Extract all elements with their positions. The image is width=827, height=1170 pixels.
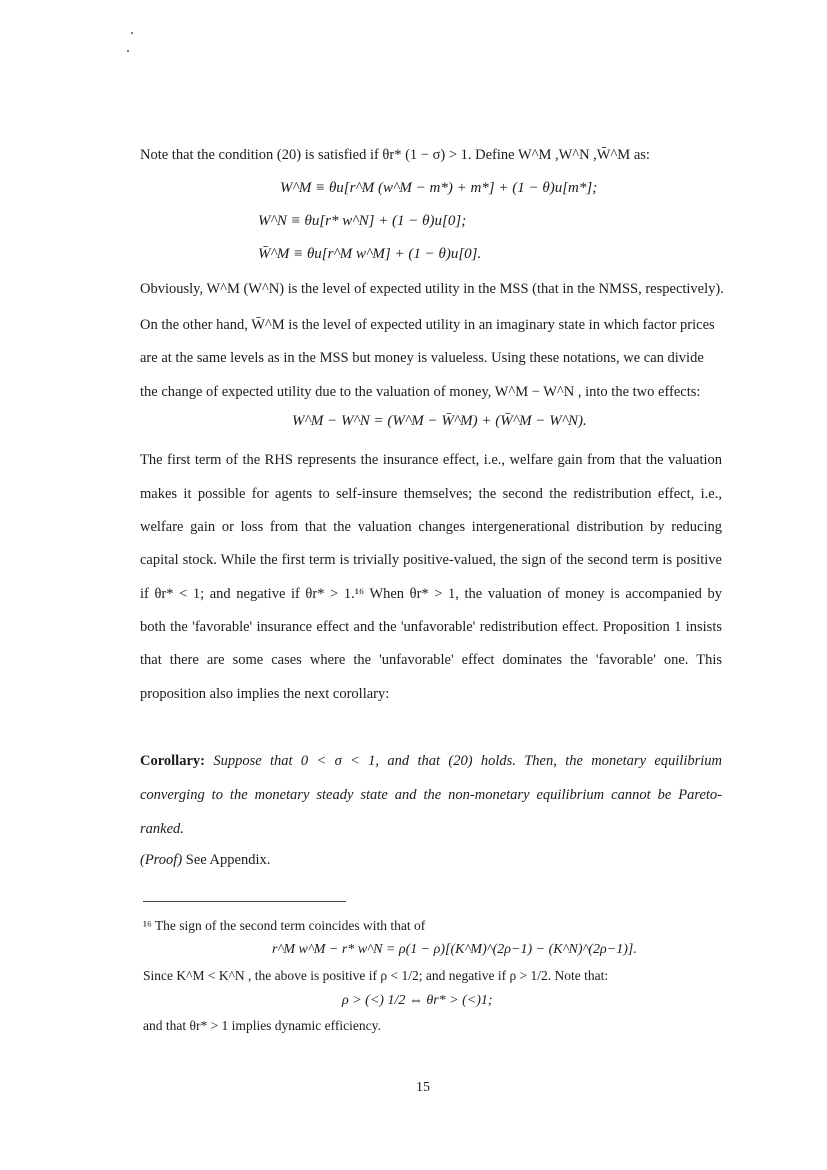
paragraph-line: both the 'favorable' insurance effect and the 'unfavorable' redistribution effect. Proposition 1 insists xyxy=(140,619,722,635)
footnote-equation: r^M w^M − r* w^N = ρ(1 − ρ)[(K^M)^(2ρ−1) − (K^N)^(2ρ−1)]. xyxy=(272,942,637,957)
footnote-line: Since K^M < K^N , the above is positive if ρ < 1/2; and negative if ρ > 1/2. Note that: xyxy=(143,968,609,983)
equation-wm: W^M ≡ θu[r^M (w^M − m*) + m*] + (1 − θ)u[m*]; xyxy=(280,180,598,196)
intro-line: Note that the condition (20) is satisfied if θr* (1 − σ) > 1. Define W^M ,W^N ,W̄^M as: xyxy=(140,147,650,163)
corollary-text: Suppose that 0 < σ < 1, and that (20) holds. Then, the monetary equilibrium xyxy=(213,753,723,769)
corollary-text: converging to the monetary steady state and the non-monetary equilibrium cannot be Pareto- xyxy=(140,787,722,803)
paragraph-line: if θr* < 1; and negative if θr* > 1.¹⁶ When θr* > 1, the valuation of money is accompanied by xyxy=(140,586,722,602)
paragraph-line: proposition also implies the next corollary: xyxy=(140,686,390,702)
paragraph-line: welfare gain or loss from that the valuation changes intergenerational distribution by reducing xyxy=(140,519,722,535)
proof-text: See Appendix. xyxy=(185,852,271,868)
scan-speck xyxy=(127,50,129,52)
paragraph-line: makes it possible for agents to self-insure themselves; the second the redistribution effect, i.e., xyxy=(140,486,722,502)
equation-decomposition: W^M − W^N = (W^M − W̄^M) + (W̄^M − W^N). xyxy=(292,413,587,429)
corollary-label: Corollary: xyxy=(140,753,205,769)
paragraph-line: are at the same levels as in the MSS but money is valueless. Using these notations, we can divide xyxy=(140,350,704,366)
equation-wn: W^N ≡ θu[r* w^N] + (1 − θ)u[0]; xyxy=(258,213,467,229)
corollary-text: ranked. xyxy=(140,821,184,837)
proof-line xyxy=(140,852,270,869)
paragraph-line: Obviously, W^M (W^N) is the level of expected utility in the MSS (that in the NMSS, respectively). xyxy=(140,281,724,297)
scan-speck xyxy=(131,32,133,34)
paragraph-line: The first term of the RHS represents the insurance effect, i.e., welfare gain from that the valuation xyxy=(140,452,722,468)
page-number: 15 xyxy=(416,1080,430,1095)
paragraph-line: On the other hand, W̄^M is the level of expected utility in an imaginary state in which factor prices xyxy=(140,317,715,333)
equation-wbar-m: W̄^M ≡ θu[r^M w^M] + (1 − θ)u[0]. xyxy=(258,246,482,262)
corollary-first-line xyxy=(140,753,722,770)
footnote-rule xyxy=(143,901,346,902)
footnote-line: and that θr* > 1 implies dynamic efficiency. xyxy=(143,1018,381,1033)
footnote-line: ¹⁶ The sign of the second term coincides with that of xyxy=(143,918,426,933)
paragraph-line: the change of expected utility due to the valuation of money, W^M − W^N , into the two effects: xyxy=(140,384,701,400)
footnote-equation: ρ > (<) 1/2 ⇔ θr* > (<)1; xyxy=(342,993,493,1008)
paragraph-line: that there are some cases where the 'unfavorable' effect dominates the 'favorable' one. This xyxy=(140,652,722,668)
proof-label: (Proof) xyxy=(140,852,183,868)
paragraph-line: capital stock. While the first term is trivially positive-valued, the sign of the second term is positive xyxy=(140,552,722,568)
